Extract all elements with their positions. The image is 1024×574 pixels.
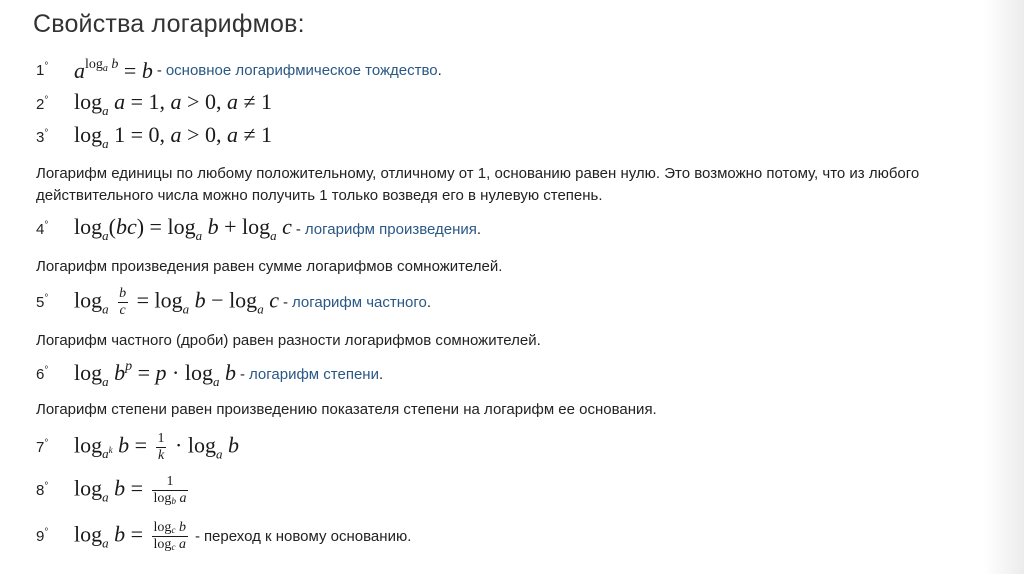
property-number: 2°: [36, 95, 49, 113]
note-unit-log: Логарифм единицы по любому положительному, отличному от 1, основанию равен нулю. Это возможно потому, что из любого действительного числа можно получить 1 только возведя его в нулевую степень.: [36, 165, 920, 204]
property-number: 9°: [36, 527, 49, 545]
property-link[interactable]: логарифм частного: [291, 293, 427, 311]
note-power: Логарифм степени равен произведению показателя степени на логарифм ее основания.: [36, 401, 657, 418]
formula: $a^{log_a b} = b$: [74, 56, 153, 83]
formula: $\log_a a = 1$, a > 0, a ≠ 1: [74, 89, 273, 118]
property-number: 3°: [36, 128, 49, 146]
formula: $\log_a b^p = p \cdot \log_a b$: [74, 358, 236, 389]
property-8: [36, 475, 191, 505]
formula: $\log_a b$ = $\frac{1}{\text{logb a}}$: [74, 473, 187, 506]
formula: $\log_a(bc) = \log_a b + \log_a c$: [74, 214, 292, 243]
property-number: 8°: [36, 481, 49, 499]
property-2: [36, 89, 272, 119]
formula: $\log_{a^k} b$ = $\frac{1}{k}$ · $\log_a b$: [74, 430, 239, 463]
formula: $\log_a b$ = $\frac{\text{logc b}}{\text{logc a}}$: [74, 519, 186, 552]
note-quotient: Логарифм частного (дроби) равен разности логарифмов сомножителей.: [36, 332, 541, 349]
property-3: [36, 122, 272, 152]
formula: $\log_a 1 = 0$, a > 0, a ≠ 1: [74, 122, 273, 151]
property-number: 5°: [36, 293, 49, 311]
property-7: [36, 432, 239, 462]
property-link[interactable]: логарифм произведения: [304, 220, 477, 238]
property-number: 4°: [36, 220, 49, 238]
property-1: 1° $a^{log_a b} = b$ - основное логарифмическое тождество .: [36, 56, 442, 83]
property-9: 9° $\log_a b$ = $\frac{\text{logc b}}{\text{logc a}}$ - переход к новому основанию.: [36, 519, 412, 552]
property-6: 6° $\log_a b^p = p \cdot \log_a b$ - логарифм степени .: [36, 358, 384, 389]
property-4: 4° $\log_a(bc) = \log_a b + \log_a c$ - логарифм произведения .: [36, 214, 482, 243]
property-caption: переход к новому основанию.: [203, 527, 412, 545]
property-number: 1°: [36, 61, 49, 79]
page-title: Свойства логарифмов:: [33, 10, 305, 38]
property-number: 6°: [36, 365, 49, 383]
property-link[interactable]: логарифм степени: [249, 365, 379, 383]
property-number: 7°: [36, 438, 49, 456]
page-edge-shadow: [984, 0, 1024, 574]
property-5: 5° $\log_a$ $\frac{b}{c}$ = $\log_a b - \log_a c$ - логарифм частного .: [36, 285, 432, 318]
formula: $\log_a$ $\frac{b}{c}$ = $\log_a b - \log_a c$: [74, 285, 279, 318]
property-link[interactable]: основное логарифмическое тождество: [165, 61, 438, 79]
note-product: Логарифм произведения равен сумме логарифмов сомножителей.: [36, 258, 503, 275]
